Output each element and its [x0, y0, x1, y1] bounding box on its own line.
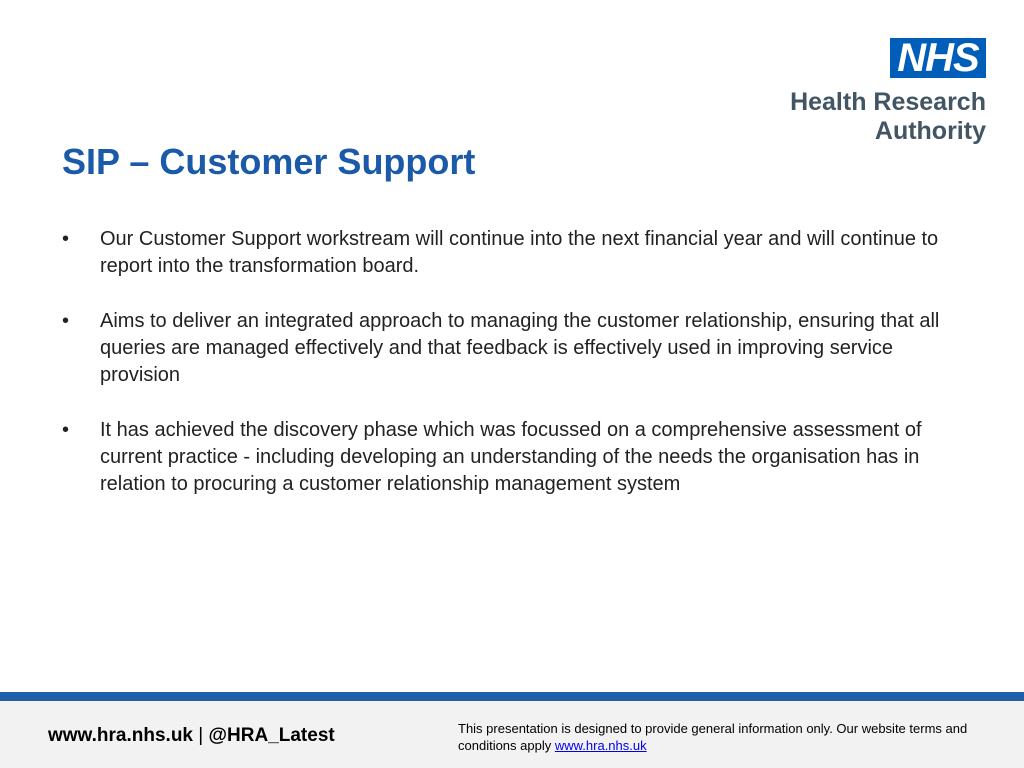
nhs-badge-text: NHS: [897, 36, 979, 80]
footer-disclaimer: [458, 720, 998, 754]
footer-separator: |: [193, 725, 209, 746]
disclaimer-link[interactable]: www.hra.nhs.uk: [554, 738, 647, 753]
disclaimer-text: This presentation is designed to provide general information only. Our website terms and conditions apply: [458, 721, 968, 753]
bullet-marker: •: [62, 419, 70, 441]
nhs-badge: [890, 38, 986, 78]
footer-divider: [0, 692, 1024, 701]
hra-logo: [780, 38, 986, 146]
bullet-list: [62, 226, 942, 526]
slide-title: SIP – Customer Support: [62, 141, 476, 182]
footer-twitter-handle[interactable]: @HRA_Latest: [208, 725, 335, 746]
bullet-item: [62, 226, 942, 280]
footer-contact: [48, 725, 335, 747]
org-name-line1: Health Research: [790, 88, 986, 116]
org-name-line2: Authority: [874, 117, 986, 145]
footer-website[interactable]: www.hra.nhs.uk: [48, 725, 193, 746]
bullet-marker: •: [62, 228, 70, 250]
bullet-text: Aims to deliver an integrated approach to managing the customer relationship, ensuring that all queries are managed effectively and that feedback is effectively used in improving service provision: [100, 310, 940, 386]
bullet-text: Our Customer Support workstream will continue into the next financial year and will continue to report into the transformation board.: [100, 228, 939, 277]
bullet-marker: •: [62, 310, 70, 332]
footer: [0, 701, 1024, 768]
bullet-item: [62, 308, 942, 389]
bullet-item: [62, 417, 942, 498]
bullet-text: It has achieved the discovery phase which was focussed on a comprehensive assessment of current practice - including developing an understanding of the needs the organisation has in relation to procuring a customer relationship management system: [100, 419, 922, 495]
